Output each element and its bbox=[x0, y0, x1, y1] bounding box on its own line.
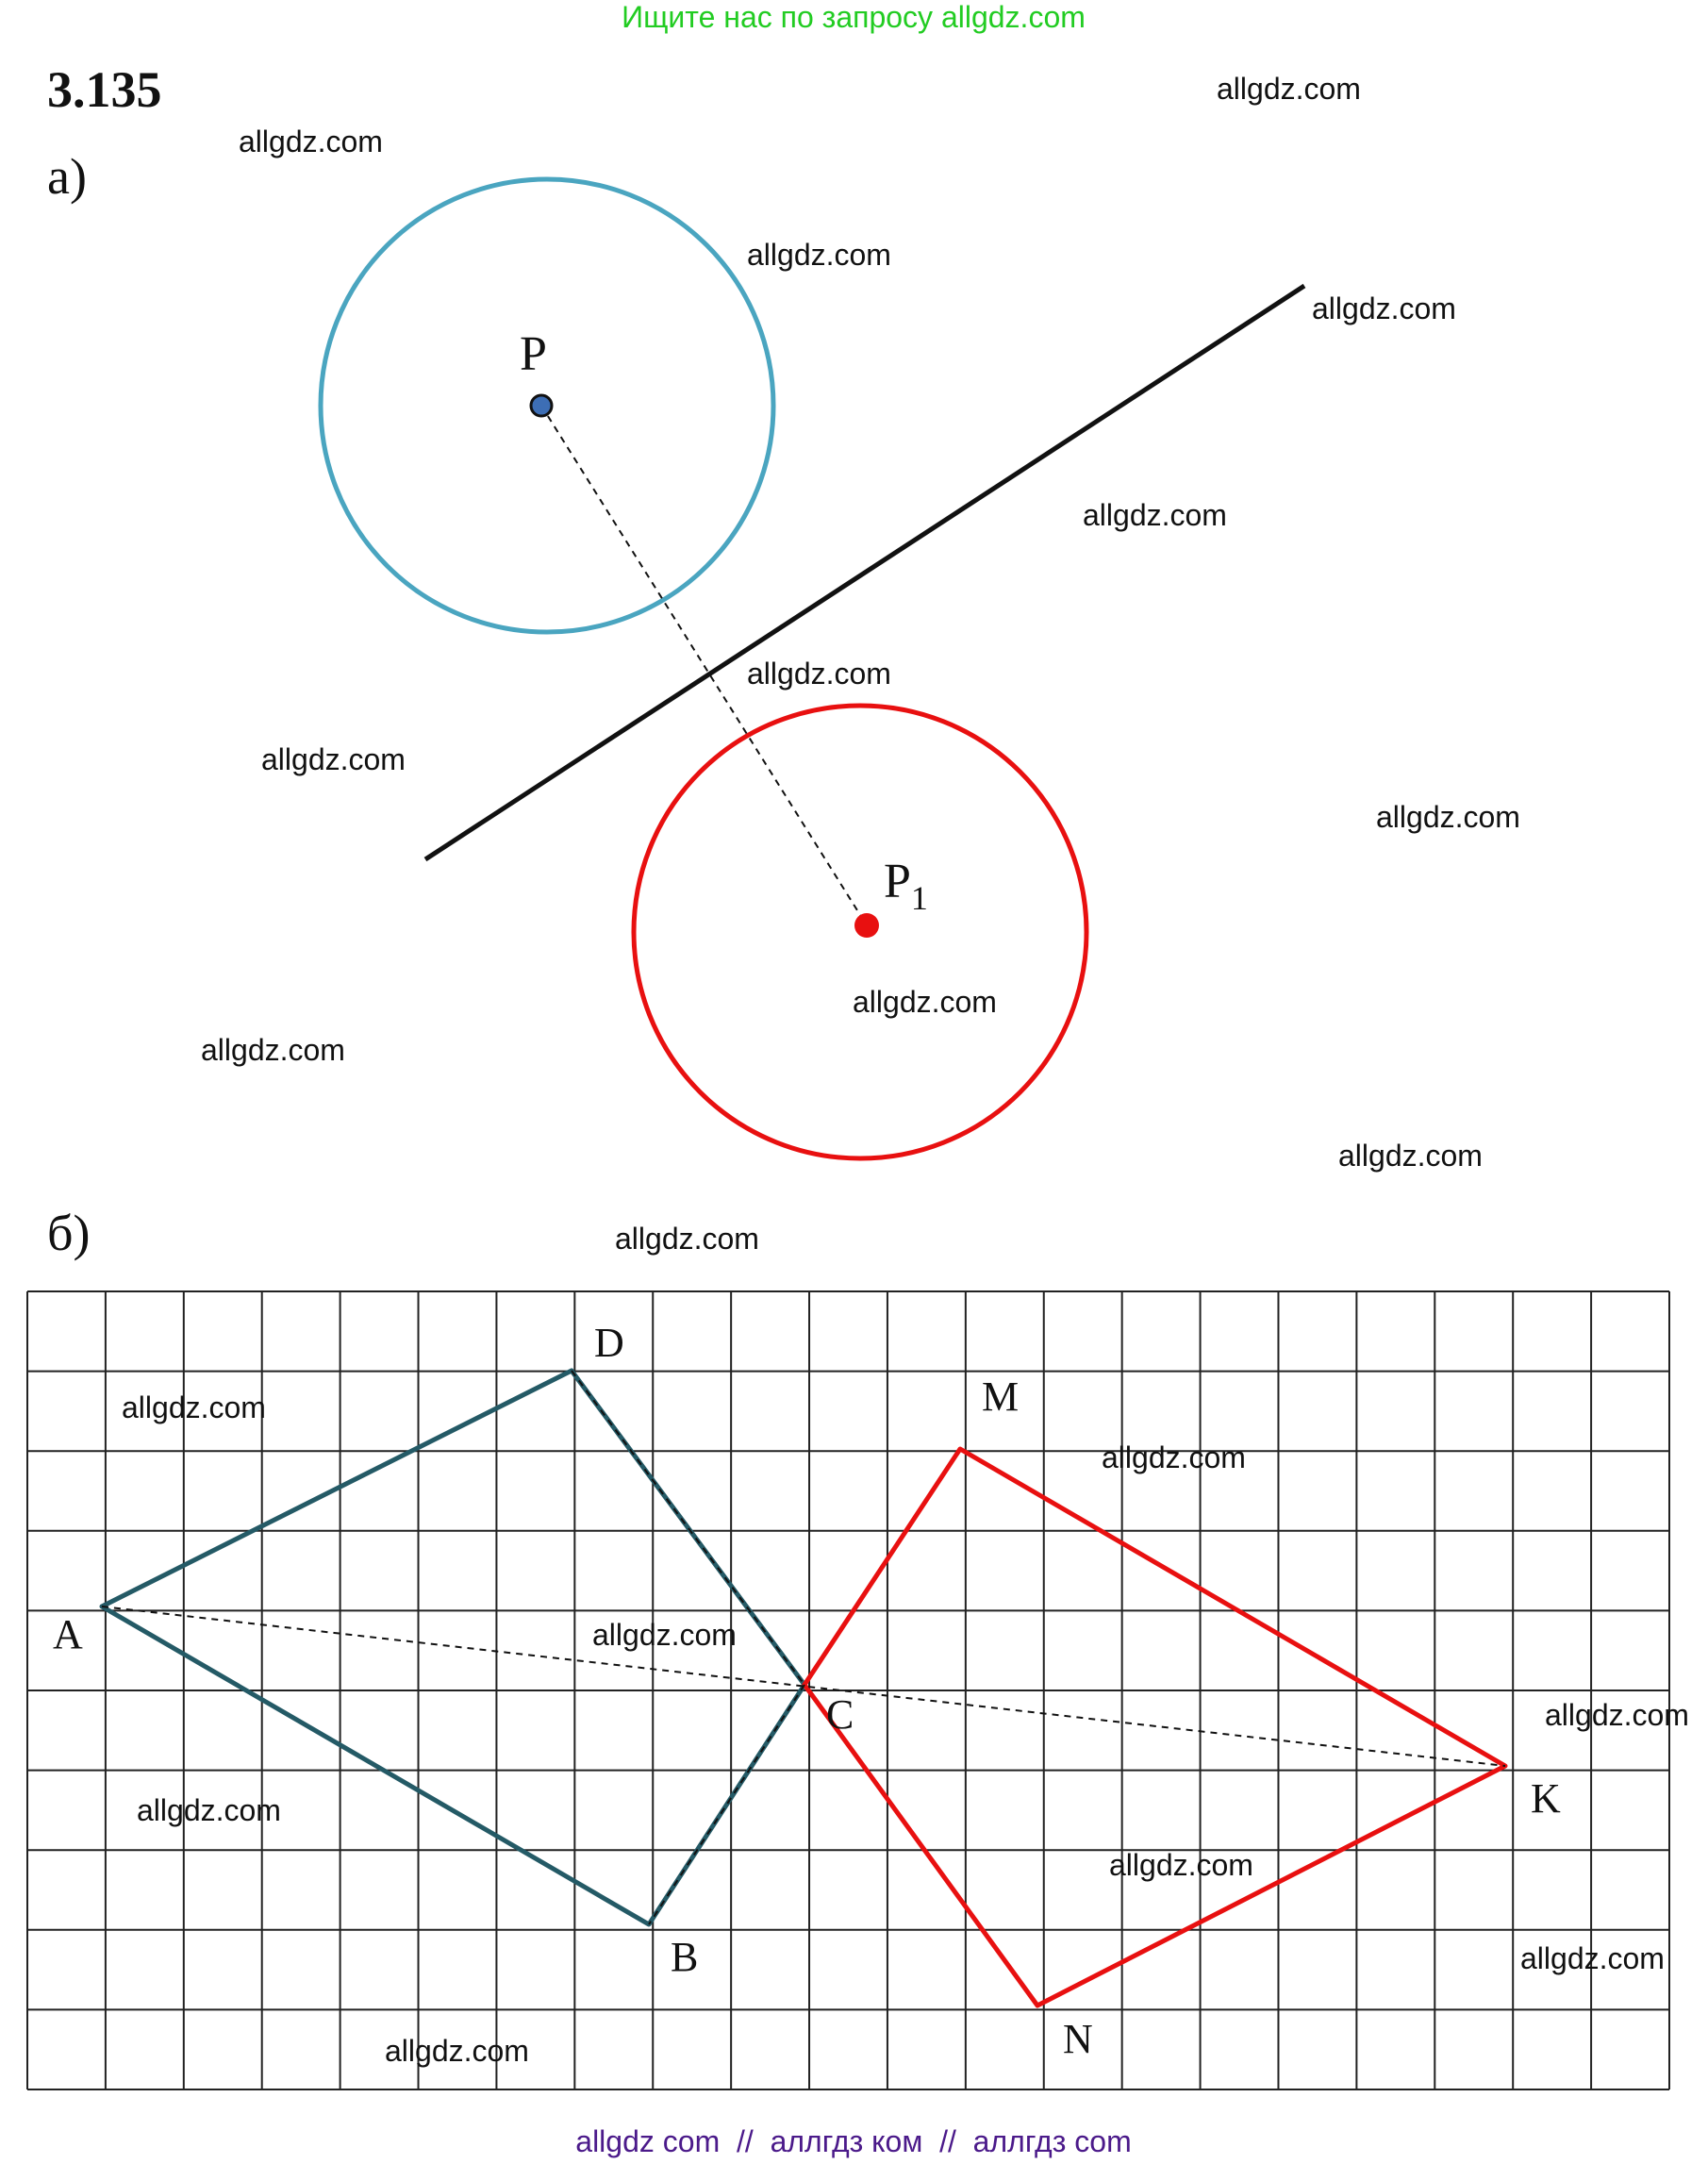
search-hint: Ищите нас по запросу allgdz.com bbox=[622, 0, 1086, 34]
label-M: M bbox=[982, 1373, 1020, 1420]
watermark: allgdz.com bbox=[1338, 1139, 1483, 1173]
watermark: allgdz.com bbox=[1102, 1440, 1246, 1474]
watermark: allgdz.com bbox=[137, 1793, 281, 1827]
label-K: K bbox=[1531, 1775, 1561, 1822]
problem-number: 3.135 bbox=[47, 61, 162, 118]
part-a-label: а) bbox=[47, 148, 87, 205]
watermark: allgdz.com bbox=[853, 985, 997, 1019]
label-A: A bbox=[53, 1611, 83, 1657]
point-P bbox=[531, 395, 552, 416]
watermark: allgdz.com bbox=[261, 742, 406, 776]
label-N: N bbox=[1063, 2016, 1093, 2062]
point-P1 bbox=[854, 913, 879, 938]
footer-text: allgdz com // аллгдз ком // аллгдз com bbox=[575, 2124, 1132, 2158]
label-D: D bbox=[594, 1320, 624, 1366]
label-P: P bbox=[520, 327, 547, 381]
watermark: allgdz.com bbox=[615, 1222, 759, 1256]
quadrilateral-MKNC bbox=[804, 1449, 1505, 2006]
watermark: allgdz.com bbox=[1109, 1848, 1253, 1882]
watermark: allgdz.com bbox=[1217, 72, 1361, 106]
label-C: C bbox=[826, 1691, 854, 1738]
label-P1 bbox=[884, 855, 928, 917]
watermark: allgdz.com bbox=[1083, 498, 1227, 532]
watermark: allgdz.com bbox=[1376, 800, 1520, 834]
watermark: allgdz.com bbox=[239, 125, 383, 158]
watermark: allgdz.com bbox=[592, 1618, 737, 1652]
part-b-label: б) bbox=[47, 1205, 91, 1261]
symmetry-axis bbox=[425, 286, 1304, 859]
watermark: allgdz.com bbox=[1312, 291, 1456, 325]
watermark: allgdz.com bbox=[385, 2034, 529, 2068]
label-B: B bbox=[671, 1934, 699, 1980]
label-P1-subscript: 1 bbox=[910, 879, 928, 917]
watermark: allgdz.com bbox=[747, 657, 891, 691]
watermark: allgdz.com bbox=[122, 1390, 266, 1424]
watermark: allgdz.com bbox=[1520, 1941, 1665, 1975]
label-P1-main: P bbox=[884, 855, 911, 908]
watermark: allgdz.com bbox=[201, 1033, 345, 1067]
watermark: allgdz.com bbox=[747, 238, 891, 272]
watermark: allgdz.com bbox=[1545, 1698, 1689, 1732]
